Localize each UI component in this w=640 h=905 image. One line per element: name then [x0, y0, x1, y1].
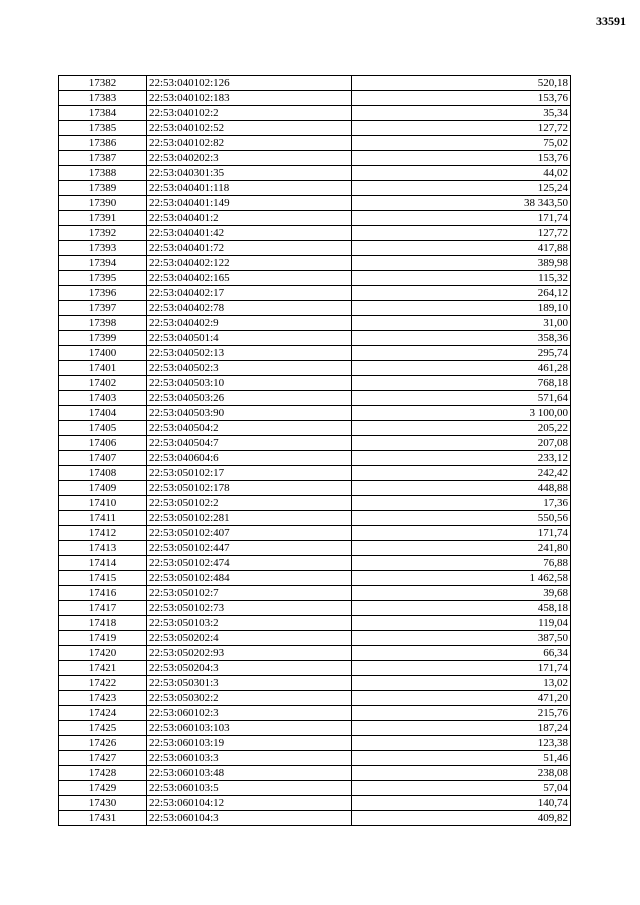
table-row [59, 226, 571, 241]
row-number-cell: 17429 [59, 781, 147, 796]
cadastral-number-cell: 22:53:050302:2 [147, 691, 352, 706]
cadastral-number-cell: 22:53:050202:4 [147, 631, 352, 646]
table-row [59, 751, 571, 766]
value-cell: 115,32 [352, 271, 571, 286]
row-number-cell: 17407 [59, 451, 147, 466]
row-number-cell: 17400 [59, 346, 147, 361]
cadastral-number-cell: 22:53:040501:4 [147, 331, 352, 346]
table-row [59, 121, 571, 136]
cadastral-number-cell: 22:53:040301:35 [147, 166, 352, 181]
table-row [59, 301, 571, 316]
row-number-cell: 17396 [59, 286, 147, 301]
value-cell: 295,74 [352, 346, 571, 361]
value-cell: 417,88 [352, 241, 571, 256]
table-row [59, 586, 571, 601]
table-row [59, 256, 571, 271]
table-row [59, 676, 571, 691]
row-number-cell: 17383 [59, 91, 147, 106]
table-row [59, 496, 571, 511]
value-cell: 264,12 [352, 286, 571, 301]
value-cell: 119,04 [352, 616, 571, 631]
row-number-cell: 17416 [59, 586, 147, 601]
cadastral-number-cell: 22:53:050102:474 [147, 556, 352, 571]
table-row [59, 241, 571, 256]
value-cell: 38 343,50 [352, 196, 571, 211]
cadastral-number-cell: 22:53:050102:407 [147, 526, 352, 541]
cadastral-number-cell: 22:53:050102:2 [147, 496, 352, 511]
table-row [59, 631, 571, 646]
row-number-cell: 17406 [59, 436, 147, 451]
table-row [59, 766, 571, 781]
cadastral-number-cell: 22:53:040102:52 [147, 121, 352, 136]
value-cell: 768,18 [352, 376, 571, 391]
value-cell: 31,00 [352, 316, 571, 331]
table-row [59, 481, 571, 496]
value-cell: 205,22 [352, 421, 571, 436]
cadastral-number-cell: 22:53:050102:7 [147, 586, 352, 601]
row-number-cell: 17421 [59, 661, 147, 676]
row-number-cell: 17388 [59, 166, 147, 181]
registry-table-body [59, 76, 571, 826]
value-cell: 127,72 [352, 121, 571, 136]
value-cell: 57,04 [352, 781, 571, 796]
table-row [59, 466, 571, 481]
table-row [59, 511, 571, 526]
row-number-cell: 17386 [59, 136, 147, 151]
table-row [59, 136, 571, 151]
table-row [59, 436, 571, 451]
table-row [59, 421, 571, 436]
row-number-cell: 17410 [59, 496, 147, 511]
row-number-cell: 17408 [59, 466, 147, 481]
table-row [59, 91, 571, 106]
value-cell: 3 100,00 [352, 406, 571, 421]
value-cell: 389,98 [352, 256, 571, 271]
row-number-cell: 17401 [59, 361, 147, 376]
table-row [59, 316, 571, 331]
row-number-cell: 17398 [59, 316, 147, 331]
table-row [59, 526, 571, 541]
row-number-cell: 17415 [59, 571, 147, 586]
row-number-cell: 17428 [59, 766, 147, 781]
table-row [59, 601, 571, 616]
cadastral-number-cell: 22:53:060103:5 [147, 781, 352, 796]
row-number-cell: 17417 [59, 601, 147, 616]
table-row [59, 346, 571, 361]
cadastral-number-cell: 22:53:040401:149 [147, 196, 352, 211]
row-number-cell: 17387 [59, 151, 147, 166]
row-number-cell: 17389 [59, 181, 147, 196]
value-cell: 238,08 [352, 766, 571, 781]
cadastral-number-cell: 22:53:050204:3 [147, 661, 352, 676]
row-number-cell: 17403 [59, 391, 147, 406]
table-row [59, 616, 571, 631]
cadastral-number-cell: 22:53:040402:9 [147, 316, 352, 331]
value-cell: 471,20 [352, 691, 571, 706]
cadastral-number-cell: 22:53:040401:2 [147, 211, 352, 226]
row-number-cell: 17404 [59, 406, 147, 421]
cadastral-number-cell: 22:53:050102:73 [147, 601, 352, 616]
value-cell: 189,10 [352, 301, 571, 316]
row-number-cell: 17427 [59, 751, 147, 766]
cadastral-number-cell: 22:53:040504:2 [147, 421, 352, 436]
value-cell: 571,64 [352, 391, 571, 406]
value-cell: 409,82 [352, 811, 571, 826]
table-row [59, 571, 571, 586]
cadastral-number-cell: 22:53:060103:48 [147, 766, 352, 781]
cadastral-number-cell: 22:53:050301:3 [147, 676, 352, 691]
value-cell: 233,12 [352, 451, 571, 466]
value-cell: 35,34 [352, 106, 571, 121]
cadastral-number-cell: 22:53:040401:42 [147, 226, 352, 241]
table-row [59, 391, 571, 406]
row-number-cell: 17414 [59, 556, 147, 571]
table-row [59, 166, 571, 181]
table-row [59, 196, 571, 211]
value-cell: 127,72 [352, 226, 571, 241]
row-number-cell: 17392 [59, 226, 147, 241]
cadastral-number-cell: 22:53:060102:3 [147, 706, 352, 721]
value-cell: 387,50 [352, 631, 571, 646]
cadastral-number-cell: 22:53:040402:17 [147, 286, 352, 301]
table-row [59, 376, 571, 391]
cadastral-number-cell: 22:53:040401:118 [147, 181, 352, 196]
row-number-cell: 17411 [59, 511, 147, 526]
cadastral-number-cell: 22:53:060103:103 [147, 721, 352, 736]
table-row [59, 811, 571, 826]
row-number-cell: 17426 [59, 736, 147, 751]
value-cell: 66,34 [352, 646, 571, 661]
cadastral-number-cell: 22:53:050102:17 [147, 466, 352, 481]
table-row [59, 646, 571, 661]
value-cell: 187,24 [352, 721, 571, 736]
cadastral-number-cell: 22:53:060104:3 [147, 811, 352, 826]
value-cell: 550,56 [352, 511, 571, 526]
cadastral-number-cell: 22:53:050102:447 [147, 541, 352, 556]
row-number-cell: 17424 [59, 706, 147, 721]
table-row [59, 796, 571, 811]
table-row [59, 181, 571, 196]
table-row [59, 211, 571, 226]
row-number-cell: 17397 [59, 301, 147, 316]
cadastral-number-cell: 22:53:060103:3 [147, 751, 352, 766]
value-cell: 171,74 [352, 211, 571, 226]
row-number-cell: 17430 [59, 796, 147, 811]
value-cell: 171,74 [352, 526, 571, 541]
row-number-cell: 17425 [59, 721, 147, 736]
table-row [59, 406, 571, 421]
cadastral-number-cell: 22:53:040402:78 [147, 301, 352, 316]
cadastral-number-cell: 22:53:040102:126 [147, 76, 352, 91]
value-cell: 140,74 [352, 796, 571, 811]
cadastral-number-cell: 22:53:050102:484 [147, 571, 352, 586]
row-number-cell: 17418 [59, 616, 147, 631]
row-number-cell: 17431 [59, 811, 147, 826]
row-number-cell: 17399 [59, 331, 147, 346]
cadastral-number-cell: 22:53:040102:82 [147, 136, 352, 151]
row-number-cell: 17385 [59, 121, 147, 136]
value-cell: 123,38 [352, 736, 571, 751]
value-cell: 458,18 [352, 601, 571, 616]
row-number-cell: 17390 [59, 196, 147, 211]
table-row [59, 556, 571, 571]
cadastral-number-cell: 22:53:040502:3 [147, 361, 352, 376]
value-cell: 215,76 [352, 706, 571, 721]
row-number-cell: 17413 [59, 541, 147, 556]
cadastral-number-cell: 22:53:040503:26 [147, 391, 352, 406]
row-number-cell: 17395 [59, 271, 147, 286]
row-number-cell: 17422 [59, 676, 147, 691]
row-number-cell: 17391 [59, 211, 147, 226]
table-row [59, 661, 571, 676]
cadastral-number-cell: 22:53:040503:90 [147, 406, 352, 421]
row-number-cell: 17382 [59, 76, 147, 91]
cadastral-number-cell: 22:53:040102:2 [147, 106, 352, 121]
cadastral-number-cell: 22:53:040502:13 [147, 346, 352, 361]
cadastral-number-cell: 22:53:040402:165 [147, 271, 352, 286]
value-cell: 17,36 [352, 496, 571, 511]
row-number-cell: 17420 [59, 646, 147, 661]
cadastral-number-cell: 22:53:040504:7 [147, 436, 352, 451]
cadastral-number-cell: 22:53:040401:72 [147, 241, 352, 256]
value-cell: 51,46 [352, 751, 571, 766]
table-row [59, 736, 571, 751]
table-row [59, 721, 571, 736]
value-cell: 461,28 [352, 361, 571, 376]
table-row [59, 706, 571, 721]
row-number-cell: 17393 [59, 241, 147, 256]
row-number-cell: 17402 [59, 376, 147, 391]
cadastral-number-cell: 22:53:050102:178 [147, 481, 352, 496]
cadastral-number-cell: 22:53:040102:183 [147, 91, 352, 106]
row-number-cell: 17412 [59, 526, 147, 541]
cadastral-number-cell: 22:53:050102:281 [147, 511, 352, 526]
value-cell: 153,76 [352, 151, 571, 166]
table-row [59, 271, 571, 286]
value-cell: 76,88 [352, 556, 571, 571]
row-number-cell: 17405 [59, 421, 147, 436]
value-cell: 241,80 [352, 541, 571, 556]
cadastral-number-cell: 22:53:060104:12 [147, 796, 352, 811]
cadastral-number-cell: 22:53:040503:10 [147, 376, 352, 391]
table-row [59, 451, 571, 466]
table-row [59, 541, 571, 556]
value-cell: 171,74 [352, 661, 571, 676]
value-cell: 44,02 [352, 166, 571, 181]
value-cell: 242,42 [352, 466, 571, 481]
value-cell: 358,36 [352, 331, 571, 346]
value-cell: 520,18 [352, 76, 571, 91]
value-cell: 1 462,58 [352, 571, 571, 586]
value-cell: 13,02 [352, 676, 571, 691]
value-cell: 207,08 [352, 436, 571, 451]
value-cell: 75,02 [352, 136, 571, 151]
table-row [59, 286, 571, 301]
table-row [59, 151, 571, 166]
cadastral-number-cell: 22:53:040402:122 [147, 256, 352, 271]
cadastral-number-cell: 22:53:060103:19 [147, 736, 352, 751]
value-cell: 125,24 [352, 181, 571, 196]
value-cell: 153,76 [352, 91, 571, 106]
cadastral-number-cell: 22:53:040604:6 [147, 451, 352, 466]
cadastral-number-cell: 22:53:050202:93 [147, 646, 352, 661]
row-number-cell: 17423 [59, 691, 147, 706]
table-row [59, 76, 571, 91]
table-row [59, 331, 571, 346]
row-number-cell: 17394 [59, 256, 147, 271]
row-number-cell: 17419 [59, 631, 147, 646]
table-row [59, 781, 571, 796]
row-number-cell: 17384 [59, 106, 147, 121]
page-number: 33591 [596, 14, 626, 28]
cadastral-number-cell: 22:53:050103:2 [147, 616, 352, 631]
row-number-cell: 17409 [59, 481, 147, 496]
table-row [59, 361, 571, 376]
table-row [59, 691, 571, 706]
value-cell: 448,88 [352, 481, 571, 496]
table-row [59, 106, 571, 121]
registry-table [58, 75, 571, 826]
value-cell: 39,68 [352, 586, 571, 601]
cadastral-number-cell: 22:53:040202:3 [147, 151, 352, 166]
